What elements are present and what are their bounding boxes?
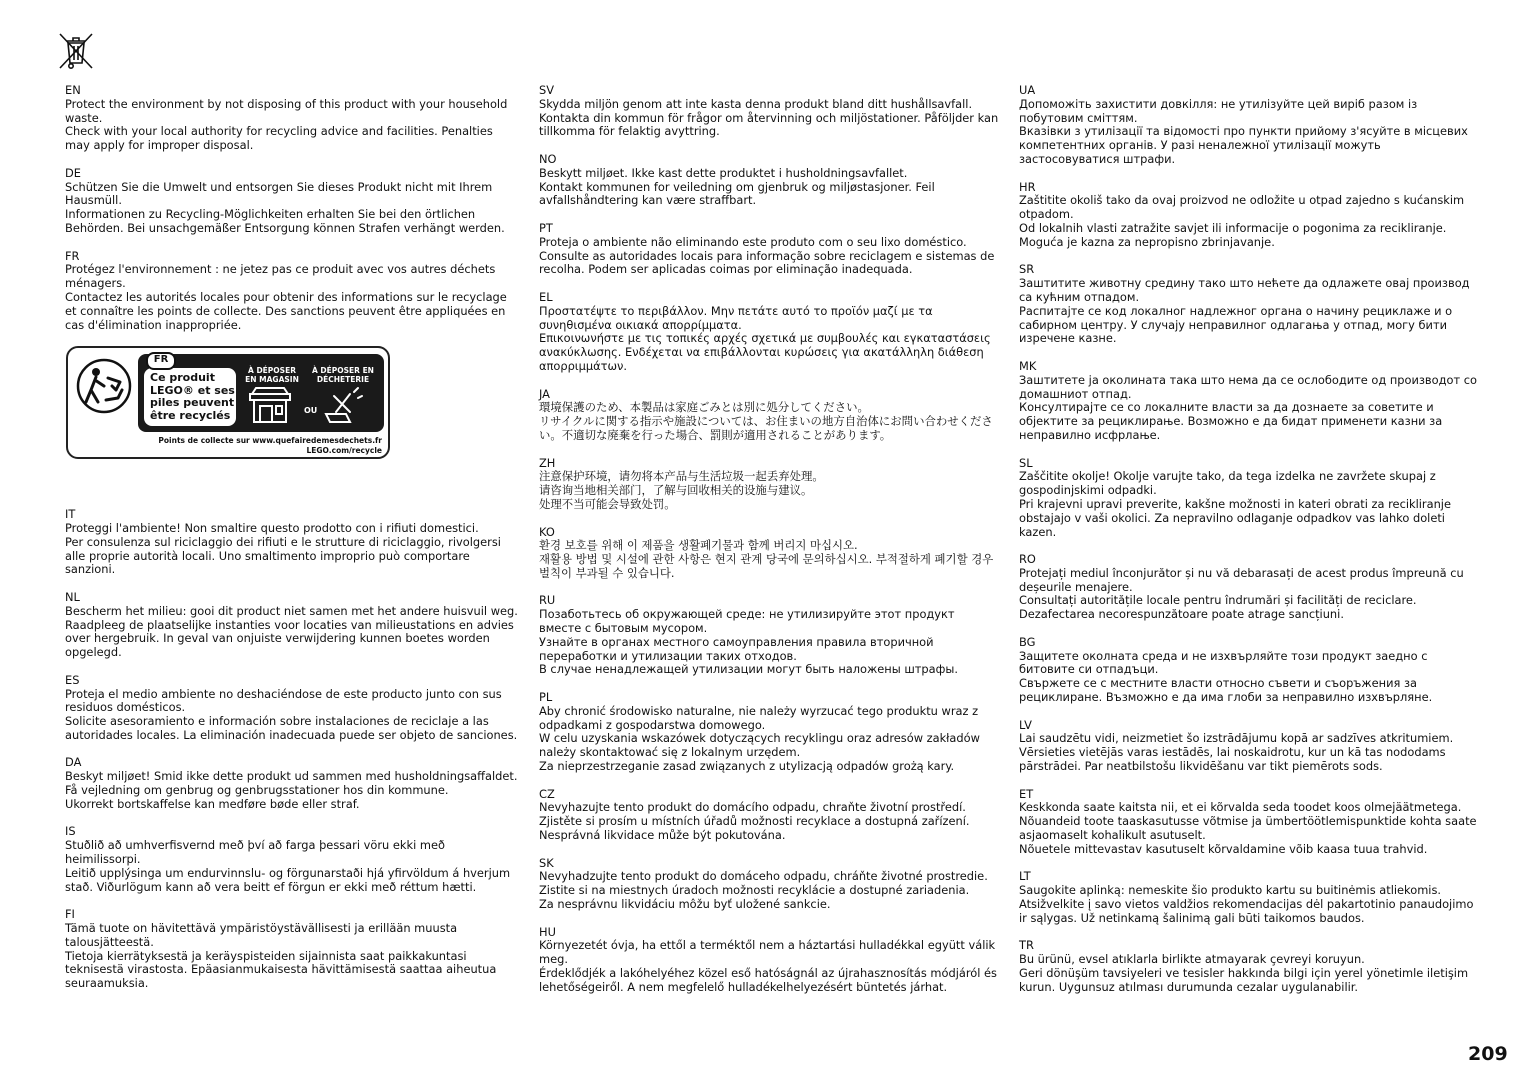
lang-section-mk (1019, 360, 1481, 443)
lang-text: Lai saudzētu vidi, neizmetiet šo izstrādājumu kopā ar sadzīves atkritumiem. Vērsieties vietējās varas iestādēs, lai noskaidrotu, kur un kā tas nododams pārstrādei. Par neatbilstošu likvidēšanu var tikt piemērots sods. (1019, 731, 1454, 774)
lang-text: Proteja o ambiente não eliminando este produto com o seu lixo doméstico. Consulte as autoridades locais para informação sobre reciclagem e sistemas de recolha. Podem ser aplicadas coimas por eliminação inadequada. (539, 234, 995, 277)
lang-code: MK (1019, 358, 1037, 373)
lang-text: Nevyhazujte tento produkt do domácího odpadu, chraňte životní prostředí. Zjistěte si prosím u místních úřadů možnosti recyklace a dostupná zařízení. Nesprávná likvidace může být pokutována. (539, 800, 970, 843)
lang-code: SV (539, 83, 555, 97)
lang-text: Proteja el medio ambiente no deshaciéndose de este producto junto con sus residuos domésticos. Solicite asesoramiento e información sobre instalaciones de reciclaje a las autoridades locales. La eliminación inadecuada puede ser objeto de sanciones. (65, 686, 518, 742)
lang-section-en (65, 84, 520, 153)
triman-recycle-icon (76, 356, 132, 416)
lang-text: Stuðlið að umhverfisvernd með því að farga þessari vöru ekki með heimilissorpi. Leitið upplýsinga um endurvinnslu- og förgunarstaði hjá yfirvöldum á hverjum stað. Viðurlögum kann að vera beitt ef förgun er ekki með réttum hætti. (65, 838, 511, 894)
lang-section-es (65, 674, 520, 743)
lang-code: EN (65, 83, 81, 97)
lang-code: PL (539, 690, 553, 705)
lang-code: IS (65, 824, 76, 839)
lang-text: 環境保護のため、本製品は家庭ごみとは別に処分してください。 リサイクルに関する指示や施設については、お住まいの地方自治体にお問い合わせください。不適切な廃棄を行った場合、罰則が適用されることがあります。 (539, 400, 993, 442)
lang-text: Aby chronić środowisko naturalne, nie należy wyrzucać tego produktu wraz z odpadkami z gospodarstwa domowego. W celu uzyskania wskazówek dotyczących recyklingu oraz adresów zakładów należy skontaktować się z lokalnym urzędem. Za nieprzestrzeganie zasad związanych z utylizacją odpadów grożą kary. (539, 703, 980, 774)
lang-code: DA (65, 755, 82, 770)
lang-text: Допоможіть захистити довкілля: не утилізуйте цей виріб разом із побутовим сміттям. Вказівки з утилізації та відомості про пункти прийому з'ясуйте в місцевих компетентних органів. У разі неналежної утилізації можуть застосовуватися штрафи. (1019, 96, 1468, 166)
lang-text: Beskytt miljøet. Ikke kast dette produktet i husholdningsavfallet. Kontakt kommunen for veiledning om gjenbruk og miljøstasjoner. Feil avfallshåndtering kan være straffbart. (539, 165, 935, 208)
lang-text: 환경 보호를 위해 이 제품을 생활폐기물과 함께 버리지 마십시오. 재활용 방법 및 시설에 관한 사항은 현지 관계 당국에 문의하십시오. 부적절하게 폐기할 경우 벌칙이 부과될 수 있습니다. (539, 538, 994, 580)
lang-code: NL (65, 589, 80, 604)
lang-code: ET (1019, 786, 1034, 801)
lang-section-zh (539, 457, 999, 512)
fr-badge-center-heading: À DÉPOSER EN DÉCHETERIE (312, 366, 374, 384)
lang-section-no (539, 153, 999, 208)
shop-icon (246, 384, 294, 426)
lang-section-sk (539, 857, 999, 912)
lang-code: CZ (539, 786, 555, 801)
lang-code: FI (65, 907, 75, 922)
lang-text: Protejați mediul înconjurător și nu vă debarasați de acest produs împreună cu deșeurile menajere. Consultați autoritățile locale pentru îndrumări și facilități de reciclare. Dezafectarea necorespunzătoare poate atrage sancțiuni. (1019, 565, 1464, 622)
lang-section-da (65, 756, 520, 811)
lang-section-ro (1019, 553, 1481, 622)
fr-badge-footer-lego: LEGO.com/recycle (306, 445, 382, 455)
lang-code: FR (65, 248, 80, 263)
lang-section-fr (65, 250, 520, 333)
lang-text: Skydda miljön genom att inte kasta denna produkt bland ditt hushållsavfall. Kontakta din kommun för frågor om återvinning och miljöstationer. Påföljder kan tillkomma för felaktig avyttring. (539, 96, 999, 139)
lang-text: Προστατέψτε το περιβάλλον. Μην πετάτε αυτό το προϊόν μαζί με τα συνηθισμένα οικιακά απορρίμματα. Επικοινωνήστε με τις τοπικές αρχές σχετικά με συμβουλές και εγκαταστάσεις ανακύκλωσης. Ενδέχεται να επιβάλλονται κυρώσεις για ακατάλληλη διάθεση απορριμμάτων. (539, 303, 991, 373)
lang-code: SL (1019, 455, 1033, 470)
lang-text: Bu ürünü, evsel atıklarla birlikte atmayarak çevreyi koruyun. Geri dönüşüm tavsiyeleri ve tesisler hakkında bilgi için yerel yönetimle iletişim kurun. Uygunsuz atılması durumunda cezalar uygulanabilir. (1019, 952, 1469, 994)
column-left (65, 84, 520, 1005)
lang-text: Заштитите животну средину тако што нећете да одлажете овај производ са кућним отпадом. Распитајте се код локалног надлежног органа о начину рециклаже и о сабирном центру. У случају неправилног одлагања у отпад, могу бити изречене казне. (1019, 276, 1470, 346)
fr-badge-label (144, 368, 236, 426)
lang-code: RU (539, 593, 556, 608)
fr-badge-tag: FR (146, 352, 176, 370)
lang-text: Защитете околната среда и не изхвърляйте този продукт заедно с битовите си отпадъци. Свържете се с местните власти относно съвети и съоръжения за рециклиране. Възможно е да има глоби за неправилно изхвърляне. (1019, 648, 1433, 705)
lang-section-sr (1019, 263, 1481, 346)
lang-code: ES (65, 672, 80, 687)
lang-code: JA (539, 386, 550, 401)
fr-badge-or: OU (304, 406, 318, 416)
lang-code: UA (1019, 83, 1036, 97)
column-middle (539, 84, 999, 1008)
lang-text: Protégez l'environnement : ne jetez pas ce produit avec vos autres déchets ménagers. Contactez les autorités locales pour obtenir des informations sur le recyclage et connaître les points de collecte. Des sanctions peuvent être appliquées en cas d'élimination inappropriée. (65, 262, 507, 332)
lang-text: Proteggi l'ambiente! Non smaltire questo prodotto con i rifiuti domestici. Per consulenza sul riciclaggio dei rifiuti e le strutture di riciclaggio, rivolgersi alle proprie autorità locali. Uno smaltimento improprio può comportare sanzioni. (65, 520, 501, 577)
page-number: 209 (1468, 1043, 1508, 1065)
lang-section-cz (539, 788, 999, 843)
lang-section-et (1019, 788, 1481, 857)
lang-section-tr (1019, 939, 1481, 994)
lang-section-fi (65, 908, 520, 991)
lang-section-hu (539, 926, 999, 995)
lang-section-bg (1019, 636, 1481, 705)
lang-text: Bescherm het milieu: gooi dit product niet samen met het andere huisvuil weg. Raadpleeg de plaatselijke instanties voor locaties van milieustations en advies over hergebruik. In geval van onjuiste verwijdering kunnen boetes worden opgelegd. (65, 603, 518, 660)
crossed-out-bin-icon (57, 31, 95, 71)
lang-section-lv (1019, 719, 1481, 774)
column-right (1019, 84, 1481, 1008)
lang-section-ja (539, 388, 999, 443)
lang-text: Schützen Sie die Umwelt und entsorgen Sie dieses Produkt nicht mit Ihrem Hausmüll. Informationen zu Recycling-Möglichkeiten erhalten Sie bei den örtlichen Behörden. Bei unsachgemäßer Entsorgung können Strafen verhängt werden. (65, 179, 505, 235)
lang-section-lt (1019, 870, 1481, 925)
lang-section-ko (539, 526, 999, 581)
lang-section-ru (539, 594, 999, 677)
fr-badge-footer (158, 436, 382, 455)
lang-section-it (65, 508, 520, 577)
fr-badge-footer-url: Points de collecte sur www.quefairedemesdechets.fr (158, 436, 382, 446)
lang-code: LV (1019, 717, 1032, 732)
lang-code: HR (1019, 179, 1036, 194)
lang-code: DE (65, 165, 81, 180)
fr-recycling-badge (66, 346, 390, 459)
lang-code: PT (539, 220, 553, 235)
lang-section-sv (539, 84, 999, 139)
lang-section-nl (65, 591, 520, 660)
lang-text: Позаботьтесь об окружающей среде: не утилизируйте этот продукт вместе с бытовым мусором. Узнайте в органах местного самоуправления правила вторичной переработки и утилизации таких отходов. В случае ненадлежащей утилизации могут быть наложены штрафы. (539, 607, 958, 677)
lang-code: EL (539, 289, 553, 304)
lang-section-ua (1019, 84, 1481, 167)
lang-code: NO (539, 151, 557, 166)
lang-text: Zaštitite okoliš tako da ovaj proizvod ne odložite u otpad zajedno s kućanskim otpadom. Od lokalnih vlasti zatražite savjet ili informacije o pogonima za recikliranje. Moguća je kazna za nepropisno zbrinjavanje. (1019, 193, 1465, 249)
fr-badge-panel (138, 354, 384, 432)
lang-code: RO (1019, 552, 1036, 567)
lang-code: TR (1019, 938, 1034, 953)
lang-code: BG (1019, 634, 1036, 649)
lang-text: Környezetét óvja, ha ettől a terméktől nem a háztartási hulladékkal együtt válik meg. Érdeklődjék a lakóhelyéhez közel eső hatóságnál az újrahasznosítás módjáról és lehetőségeiről. A nem megfelelő hulladékelhelyezésért büntetés járhat. (539, 938, 997, 994)
fr-badge-main-text: Ce produit LEGO® et ses piles peuvent être recyclés (150, 371, 235, 422)
lang-code: SK (539, 855, 554, 870)
lang-text: Tämä tuote on hävitettävä ympäristöystävällisesti ja erillään muusta talousjätteestä. Tietoja kierrätyksestä ja keräyspisteiden sijainnista saat paikkakuntasi teknisestä virastosta. Epäasianmukaisesta hävittämisestä saattaa aiheutua seuraamuksia. (65, 921, 497, 991)
lang-text: Nevyhadzujte tento produkt do domáceho odpadu, chráňte životné prostredie. Zistite si na miestnych úradoch možnosti recyklácie a dostupné zariadenia. Za nesprávnu likvidáciu môžu byť uložené sankcie. (539, 869, 988, 912)
lang-text: Beskyt miljøet! Smid ikke dette produkt ud sammen med husholdningsaffaldet. Få vejledning om genbrug og genbrugsstationer hos din kommune. Ukorrekt bortskaffelse kan medføre bøde eller straf. (65, 769, 518, 811)
lang-text: Zaščitite okolje! Okolje varujte tako, da tega izdelka ne zavržete skupaj z gospodinjskimi odpadki. Pri krajevni upravi preverite, kakšne možnosti in kateri obrati za recikliranje obstajajo v vaši okolici. Za nepravilno odlaganje odpadkov vas lahko doleti kazen. (1019, 469, 1451, 539)
lang-section-el (539, 291, 999, 374)
lang-section-hr (1019, 181, 1481, 250)
lang-section-pl (539, 691, 999, 774)
lang-code: SR (1019, 262, 1035, 277)
lang-code: LT (1019, 869, 1031, 884)
lang-code: IT (65, 507, 76, 522)
lang-text: 注意保护环境，请勿将本产品与生活垃圾一起丢弃处理。 请咨询当地相关部门，了解与回收相关的设施与建议。 处理不当可能会导致处罚。 (539, 469, 824, 511)
lang-text: Protect the environment by not disposing of this product with your household waste. Check with your local authority for recycling advice and facilities. Penalties may apply for improper disposal. (65, 96, 508, 153)
fr-badge-store-heading: À DÉPOSER EN MAGASIN (245, 366, 299, 384)
lang-code: HU (539, 924, 556, 939)
lang-text: Saugokite aplinką: nemeskite šio produkto kartu su buitinėmis atliekomis. Atsižvelkite į savo vietos valdžios rekomendacijas dėl pakartotinio panaudojimo ir sąlygas. Už netinkamą šalinimą gali būti taikomos baudos. (1019, 883, 1474, 925)
lang-code: KO (539, 524, 555, 539)
lang-section-de (65, 167, 520, 236)
lang-section-sl (1019, 457, 1481, 540)
lang-text: Keskkonda saate kaitsta nii, et ei kõrvalda seda toodet koos olmejäätmetega. Nõuandeid toote taaskasutusse võtmise ja ümbertöötlemispunktide kohta saate asjaomaselt kohalikult asutuselt. Nõuetele mittevastav kasutuselt kõrvaldamine võib kaasa tuua trahvid. (1019, 800, 1477, 856)
drop-off-center-icon (320, 384, 366, 426)
lang-text: Заштитете ја околината така што нема да се ослободите од производот со домашниот отпад. Консултирајте се со локалните власти за да дознаете за советите и објектите за рециклирање. Возможно е да бидат применети казни за неправилно исфрлање. (1019, 372, 1477, 442)
lang-section-pt (539, 222, 999, 277)
lang-section-is (65, 825, 520, 894)
lang-code: ZH (539, 455, 556, 470)
